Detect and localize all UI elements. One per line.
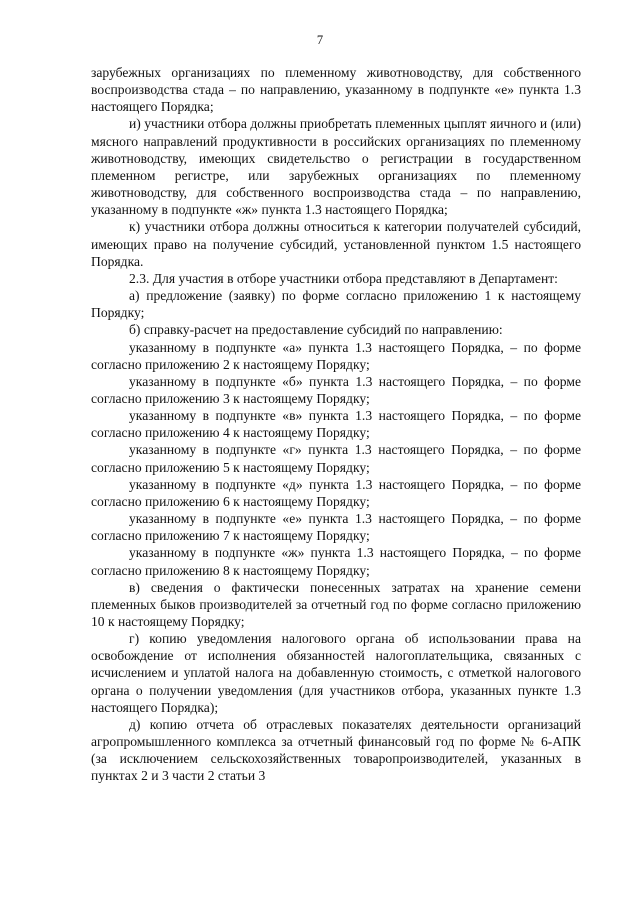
paragraph-item-d: д) копию отчета об отраслевых показателях деятельности организаций агропромышленного комплекса за отчетный финансовый год по форме № 6-АПК (за исключением сельскохозяйственных товаропроизводителей, указанных в пунктах 2 и 3 части 2 статьи 3 xyxy=(91,716,581,784)
paragraph-subitem-b: указанному в подпункте «б» пункта 1.3 настоящего Порядка, – по форме согласно приложению 3 к настоящему Порядку; xyxy=(91,373,581,406)
paragraph-item-k: к) участники отбора должны относиться к категории получателей субсидий, имеющих право на получение субсидий, установленной пунктом 1.5 настоящего Порядка. xyxy=(91,219,581,269)
page-number: 7 xyxy=(316,33,324,47)
paragraph-item-i: и) участники отбора должны приобретать племенных цыплят яичного и (или) мясного направлений продуктивности в российских организациях по племенному животноводству, имеющих свидетельство о регистрации в государственном племенном регистре, или зарубежных организациях по племенному животноводству, для собственного воспроизводства стада – по направлению, указанному в подпункте «ж» пункта 1.3 настоящего Порядка; xyxy=(91,116,581,218)
paragraph-subitem-e: указанному в подпункте «е» пункта 1.3 настоящего Порядка, – по форме согласно приложению 7 к настоящему Порядку; xyxy=(91,511,581,544)
paragraph-subitem-v: указанному в подпункте «в» пункта 1.3 настоящего Порядка, – по форме согласно приложению 4 к настоящему Порядку; xyxy=(91,408,581,441)
paragraph-item-g: г) копию уведомления налогового органа об использовании права на освобождение от исполнения обязанностей налогоплательщика, связанных с исчислением и уплатой налога на добавленную стоимость, с отметкой налогового органа о получении уведомления (для участников отбора, указанных пункте 1.3 настоящего Порядка); xyxy=(91,631,581,715)
paragraph-subitem-g: указанному в подпункте «г» пункта 1.3 настоящего Порядка, – по форме согласно приложению 5 к настоящему Порядку; xyxy=(91,442,581,475)
paragraph-item-v: в) сведения о фактически понесенных затратах на хранение семени племенных быков производителей за отчетный год по форме согласно приложению 10 к настоящему Порядку; xyxy=(91,579,581,629)
paragraph-item-a: а) предложение (заявку) по форме согласно приложению 1 к настоящему Порядку; xyxy=(91,288,581,321)
paragraph-2-3: 2.3. Для участия в отборе участники отбора представляют в Департамент: xyxy=(129,270,558,286)
paragraph-continuation: зарубежных организациях по племенному животноводству, для собственного воспроизводства стада – по направлению, указанному в подпункте «е» пункта 1.3 настоящего Порядка; xyxy=(91,65,581,115)
paragraph-item-b: б) справку-расчет на предоставление субсидий по направлению: xyxy=(129,322,503,338)
paragraph-subitem-a: указанному в подпункте «а» пункта 1.3 настоящего Порядка, – по форме согласно приложению 2 к настоящему Порядку; xyxy=(91,339,581,372)
paragraph-subitem-zh: указанному в подпункте «ж» пункта 1.3 настоящего Порядка, – по форме согласно приложению 8 к настоящему Порядку; xyxy=(91,545,581,578)
paragraph-subitem-d: указанному в подпункте «д» пункта 1.3 настоящего Порядка, – по форме согласно приложению 6 к настоящему Порядку; xyxy=(91,476,581,509)
document-body xyxy=(91,64,581,785)
